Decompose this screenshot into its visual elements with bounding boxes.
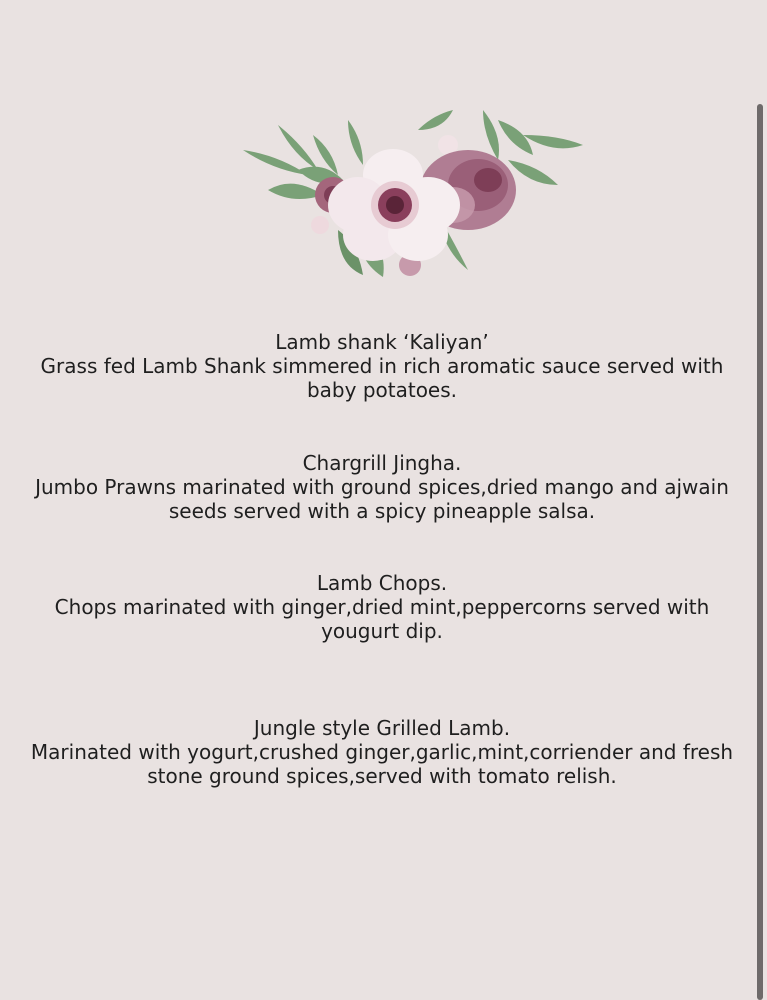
dish-description: Chops marinated with ginger,dried mint,peppercorns served with yougurt dip. [54,595,710,643]
dish-description: Marinated with yogurt,crushed ginger,garlic,mint,corriender and fresh stone ground spices,served with tomato relish. [30,740,734,788]
dish-name: Lamb shank ‘Kaliyan’ [275,330,489,354]
menu-item-jungle-style-grilled-lamb [14,716,750,788]
scrollbar[interactable] [757,104,763,1000]
dish-name: Chargrill Jingha. [302,451,462,475]
menu-item-lamb-chops [14,571,750,643]
dish-description: Grass fed Lamb Shank simmered in rich aromatic sauce served with baby potatoes. [40,354,724,402]
dish-description: Jumbo Prawns marinated with ground spices,dried mango and ajwain seeds served with a spicy pineapple salsa. [35,475,729,523]
dish-name: Jungle style Grilled Lamb. [253,716,511,740]
dish-name: Lamb Chops. [316,571,448,595]
menu-item-lamb-shank [14,330,750,402]
floral-bouquet-icon [238,105,588,285]
menu-item-chargrill-jingha [14,451,750,523]
